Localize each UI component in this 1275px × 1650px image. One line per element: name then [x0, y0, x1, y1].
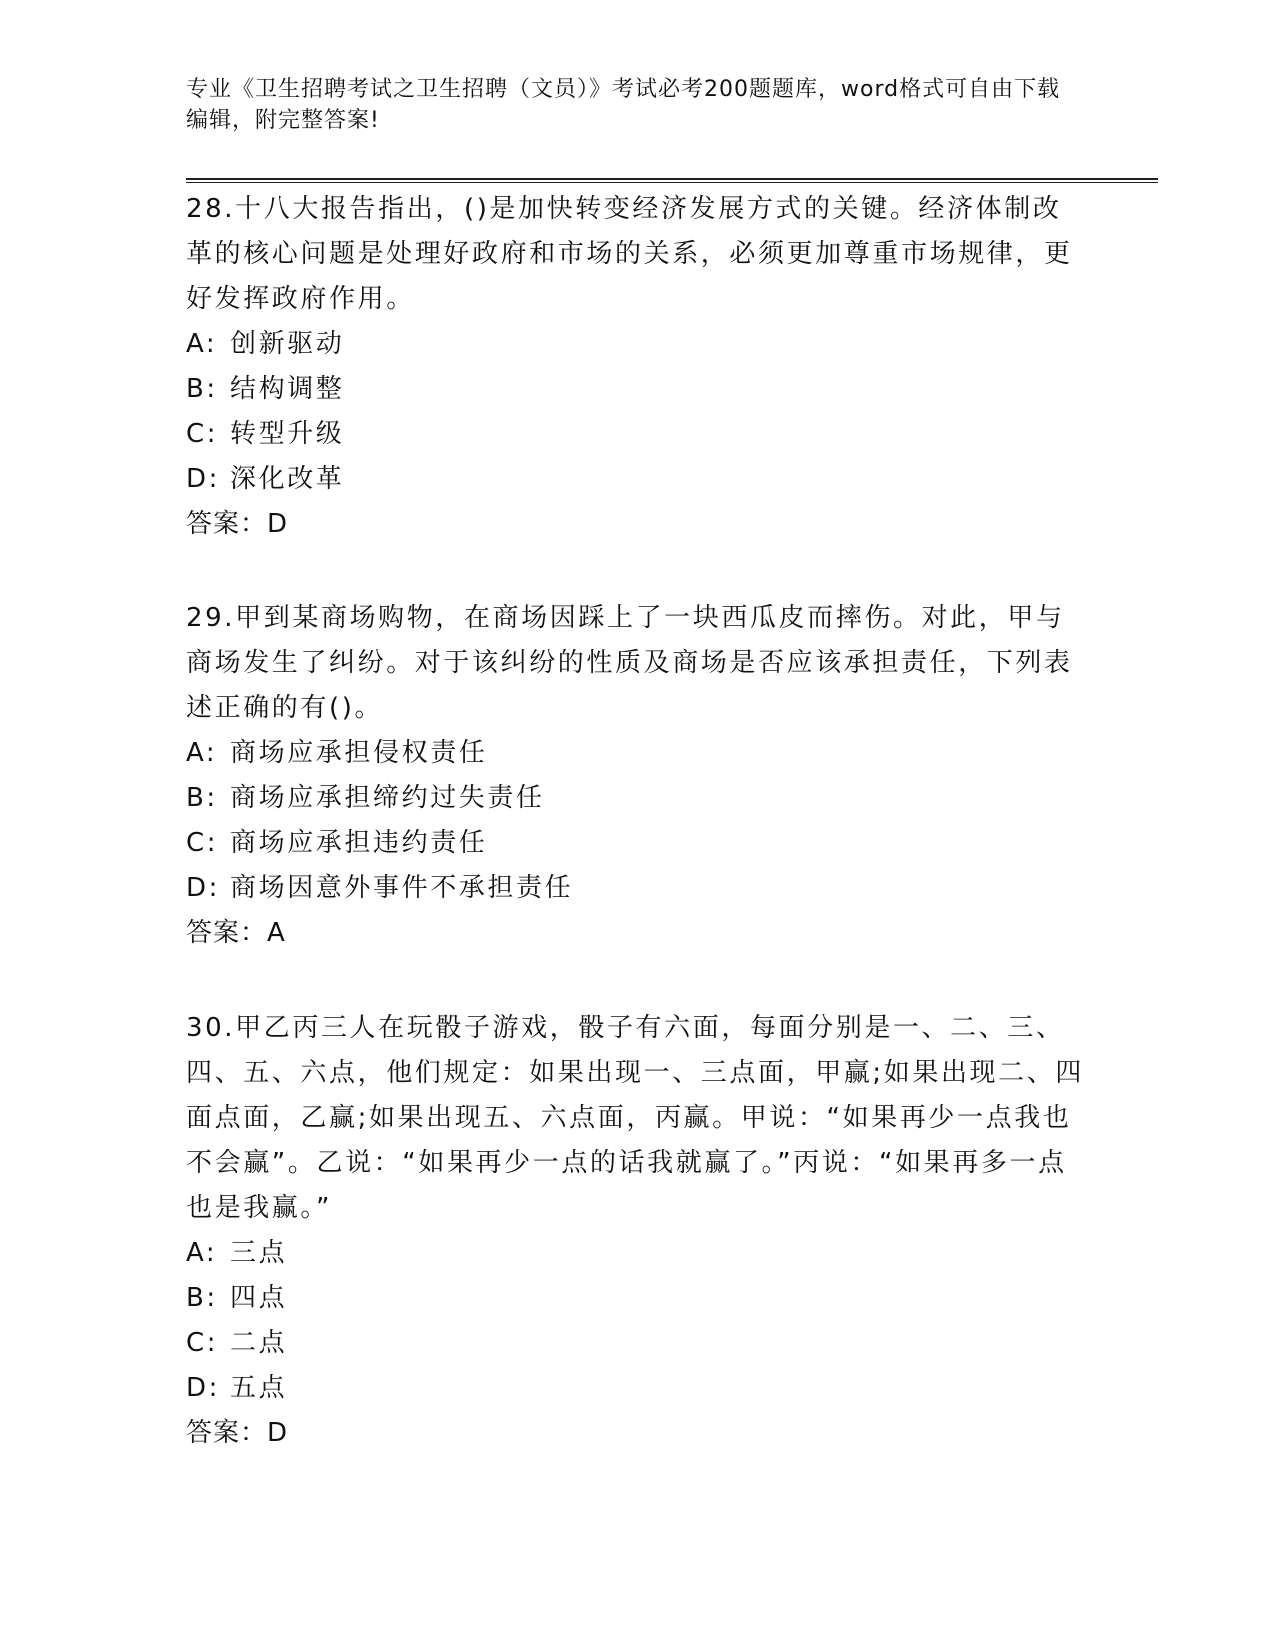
option-text: 三点 [230, 1238, 288, 1268]
question-stem: 28.十八大报告指出，()是加快转变经济发展方式的关键。经济体制改革的核心问题是处理好政府和市场的关系，必须更加尊重市场规律，更好发挥政府作用。 [186, 194, 1073, 314]
option-letter: B: [186, 374, 218, 404]
option-b [186, 1276, 1086, 1321]
option-d [186, 457, 1086, 502]
option-a [186, 1231, 1086, 1276]
option-letter: C: [186, 828, 219, 858]
option-c [186, 412, 1086, 457]
option-c [186, 1321, 1086, 1366]
option-a [186, 731, 1086, 776]
question-29 [186, 596, 1086, 956]
option-letter: C: [186, 1328, 219, 1358]
option-text: 五点 [230, 1373, 288, 1403]
option-letter: A: [186, 738, 218, 768]
option-b [186, 367, 1086, 412]
option-text: 商场因意外事件不承担责任 [230, 873, 574, 903]
option-letter: D: [186, 464, 220, 494]
answer-line: 答案：A [186, 918, 286, 948]
option-letter: A: [186, 329, 218, 359]
option-letter: A: [186, 1238, 218, 1268]
option-d [186, 866, 1086, 911]
option-letter: B: [186, 1283, 218, 1313]
option-letter: B: [186, 783, 218, 813]
option-text: 转型升级 [230, 419, 345, 449]
question-28 [186, 187, 1086, 547]
question-stem: 29.甲到某商场购物，在商场因踩上了一块西瓜皮而摔伤。对此，甲与商场发生了纠纷。对于该纠纷的性质及商场是否应该承担责任，下列表述正确的有()。 [186, 603, 1073, 723]
header-divider-thick [186, 178, 1158, 180]
option-c [186, 821, 1086, 866]
option-text: 二点 [230, 1328, 288, 1358]
option-text: 商场应承担违约责任 [230, 828, 488, 858]
option-a [186, 322, 1086, 367]
option-d [186, 1366, 1086, 1411]
header-divider-thin [186, 182, 1158, 183]
option-text: 四点 [230, 1283, 288, 1313]
option-letter: D: [186, 1373, 220, 1403]
question-stem: 30.甲乙丙三人在玩骰子游戏，骰子有六面，每面分别是一、二、三、四、五、六点，他们规定：如果出现一、三点面，甲赢;如果出现二、四面点面，乙赢;如果出现五、六点面，丙赢。甲说：“如果再少一点我也不会赢”。乙说：“如果再少一点的话我就赢了。”丙说：“如果再多一点也是我赢。” [186, 1013, 1084, 1223]
document-header: 专业《卫生招聘考试之卫生招聘（文员）》考试必考200题题库，word格式可自由下载编辑，附完整答案! [186, 77, 1061, 133]
option-text: 商场应承担缔约过失责任 [230, 783, 545, 813]
option-b [186, 776, 1086, 821]
option-text: 深化改革 [230, 464, 345, 494]
option-text: 商场应承担侵权责任 [230, 738, 488, 768]
question-30 [186, 1006, 1086, 1456]
option-letter: D: [186, 873, 220, 903]
answer-line: 答案：D [186, 1418, 289, 1448]
answer-line: 答案：D [186, 509, 289, 539]
option-text: 创新驱动 [230, 329, 345, 359]
option-letter: C: [186, 419, 219, 449]
option-text: 结构调整 [230, 374, 345, 404]
